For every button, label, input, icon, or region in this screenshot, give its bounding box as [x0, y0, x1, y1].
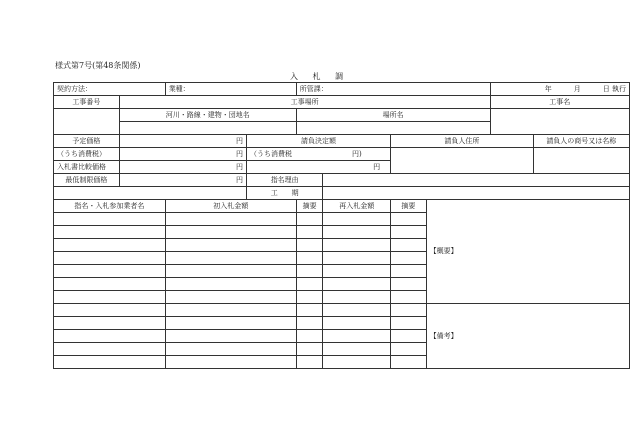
first-bid-cell[interactable]: [165, 356, 296, 369]
note-cell[interactable]: [391, 317, 427, 330]
note-cell[interactable]: [391, 252, 427, 265]
note-cell[interactable]: [296, 252, 323, 265]
river-route-header: 河川・路線・建物・団地名: [119, 109, 296, 122]
rebid-cell[interactable]: [323, 226, 391, 239]
bid-row: [54, 304, 630, 317]
first-bid-cell[interactable]: [165, 343, 296, 356]
contract-amount-cell[interactable]: 円: [246, 161, 390, 174]
rebid-cell[interactable]: [323, 291, 391, 304]
year-label: 年: [544, 84, 552, 93]
bidder-cell[interactable]: [54, 213, 166, 226]
bidder-cell[interactable]: [54, 343, 166, 356]
first-bid-cell[interactable]: [165, 226, 296, 239]
rebid-header: 再入札金額: [323, 200, 391, 213]
note-cell[interactable]: [296, 291, 323, 304]
planned-price-label: 予定価格: [54, 135, 120, 148]
rebid-cell[interactable]: [323, 356, 391, 369]
first-bid-cell[interactable]: [165, 239, 296, 252]
contract-row: [54, 83, 630, 96]
industry-field[interactable]: 業種：: [165, 83, 296, 96]
consumption-tax-label: （うち消費税）: [54, 148, 120, 161]
bidder-cell[interactable]: [54, 252, 166, 265]
min-limit-price-cell[interactable]: 円: [119, 174, 246, 187]
bidder-cell[interactable]: [54, 239, 166, 252]
execution-date-field[interactable]: [490, 83, 629, 96]
note-cell[interactable]: [296, 226, 323, 239]
comparison-price-cell[interactable]: 円: [119, 161, 246, 174]
bidder-cell[interactable]: [54, 278, 166, 291]
first-bid-cell[interactable]: [165, 278, 296, 291]
rebid-cell[interactable]: [323, 304, 391, 317]
first-bid-cell[interactable]: [165, 252, 296, 265]
month-label: 月: [573, 84, 581, 93]
note-cell[interactable]: [391, 304, 427, 317]
bidder-cell[interactable]: [54, 291, 166, 304]
remarks-box[interactable]: 【備考】: [426, 304, 629, 369]
note-cell[interactable]: [296, 213, 323, 226]
first-bid-cell[interactable]: [165, 291, 296, 304]
min-limit-row: [54, 174, 630, 187]
note-cell[interactable]: [391, 226, 427, 239]
note-cell[interactable]: [296, 304, 323, 317]
note-cell[interactable]: [391, 356, 427, 369]
nomination-reason-cell[interactable]: [323, 174, 630, 187]
contract-tax-label: （うち消費税: [249, 149, 292, 158]
contract-amount-tax-cell[interactable]: [246, 148, 390, 161]
execution-label: 執行: [612, 84, 626, 93]
rebid-cell[interactable]: [323, 252, 391, 265]
bidder-cell[interactable]: [54, 330, 166, 343]
first-note-header: 摘要: [296, 200, 323, 213]
contract-method-field[interactable]: 契約方法：: [54, 83, 166, 96]
project-name-header: 工事名: [490, 96, 629, 109]
rebid-note-header: 摘要: [391, 200, 427, 213]
first-bid-cell[interactable]: [165, 304, 296, 317]
consumption-tax-row: [54, 148, 630, 161]
rebid-cell[interactable]: [323, 330, 391, 343]
nomination-reason-label: 指名理由: [246, 174, 322, 187]
contractor-address-cell[interactable]: [391, 148, 534, 174]
bidder-cell[interactable]: [54, 304, 166, 317]
bid-header-row: [54, 200, 630, 213]
day-label: 日: [602, 84, 610, 93]
blank-cell: [54, 187, 247, 200]
bid-record-sheet: [53, 82, 630, 369]
price-header-row: [54, 135, 630, 148]
overview-box[interactable]: 【概要】: [426, 200, 629, 304]
note-cell[interactable]: [391, 291, 427, 304]
rebid-cell[interactable]: [323, 213, 391, 226]
rebid-cell[interactable]: [323, 265, 391, 278]
bidder-cell[interactable]: [54, 226, 166, 239]
bidder-cell[interactable]: [54, 265, 166, 278]
contract-tax-yen: 円): [351, 149, 362, 158]
rebid-cell[interactable]: [323, 278, 391, 291]
construction-period-cell[interactable]: [323, 187, 630, 200]
note-cell[interactable]: [296, 239, 323, 252]
bidder-cell[interactable]: [54, 356, 166, 369]
rebid-cell[interactable]: [323, 239, 391, 252]
contractor-name-cell[interactable]: [533, 148, 629, 174]
bidder-name-header: 指名・入札参加業者名: [54, 200, 166, 213]
project-header-row: [54, 96, 630, 109]
first-bid-cell[interactable]: [165, 330, 296, 343]
min-limit-price-label: 最低制限価格: [54, 174, 120, 187]
first-bid-cell[interactable]: [165, 317, 296, 330]
form-number-label: 様式第7号(第48条関係): [55, 61, 141, 70]
form-title: 入 札 調: [290, 72, 350, 81]
contract-amount-header: 請負決定額: [246, 135, 390, 148]
first-bid-header: 初入札金額: [165, 200, 296, 213]
project-sub-row: [54, 109, 630, 122]
bidder-cell[interactable]: [54, 317, 166, 330]
rebid-cell[interactable]: [323, 343, 391, 356]
note-cell[interactable]: [391, 239, 427, 252]
note-cell[interactable]: [391, 278, 427, 291]
note-cell[interactable]: [296, 356, 323, 369]
project-location-header: 工事場所: [119, 96, 490, 109]
note-cell[interactable]: [391, 330, 427, 343]
rebid-cell[interactable]: [323, 317, 391, 330]
note-cell[interactable]: [391, 213, 427, 226]
note-cell[interactable]: [391, 343, 427, 356]
contractor-name-header: 請負人の商号又は名称: [533, 135, 629, 148]
note-cell[interactable]: [296, 278, 323, 291]
note-cell[interactable]: [296, 330, 323, 343]
note-cell[interactable]: [391, 265, 427, 278]
planned-tax-cell[interactable]: 円: [119, 148, 246, 161]
planned-price-cell[interactable]: 円: [119, 135, 246, 148]
contractor-address-header: 請負人住所: [391, 135, 534, 148]
comparison-price-label: 入札書比較価格: [54, 161, 120, 174]
first-bid-cell[interactable]: [165, 213, 296, 226]
place-name-cell[interactable]: [296, 122, 490, 135]
construction-period-label: 工 期: [246, 187, 322, 200]
note-cell[interactable]: [296, 317, 323, 330]
construction-period-row: [54, 187, 630, 200]
project-number-header: 工事番号: [54, 96, 120, 109]
river-route-cell[interactable]: [119, 122, 296, 135]
first-bid-cell[interactable]: [165, 265, 296, 278]
note-cell[interactable]: [296, 343, 323, 356]
note-cell[interactable]: [296, 265, 323, 278]
project-name-cell[interactable]: [490, 109, 629, 135]
project-number-cell[interactable]: [54, 109, 120, 135]
bid-record-table: [53, 82, 630, 369]
place-name-header: 場所名: [296, 109, 490, 122]
department-field[interactable]: 所管課：: [296, 83, 490, 96]
